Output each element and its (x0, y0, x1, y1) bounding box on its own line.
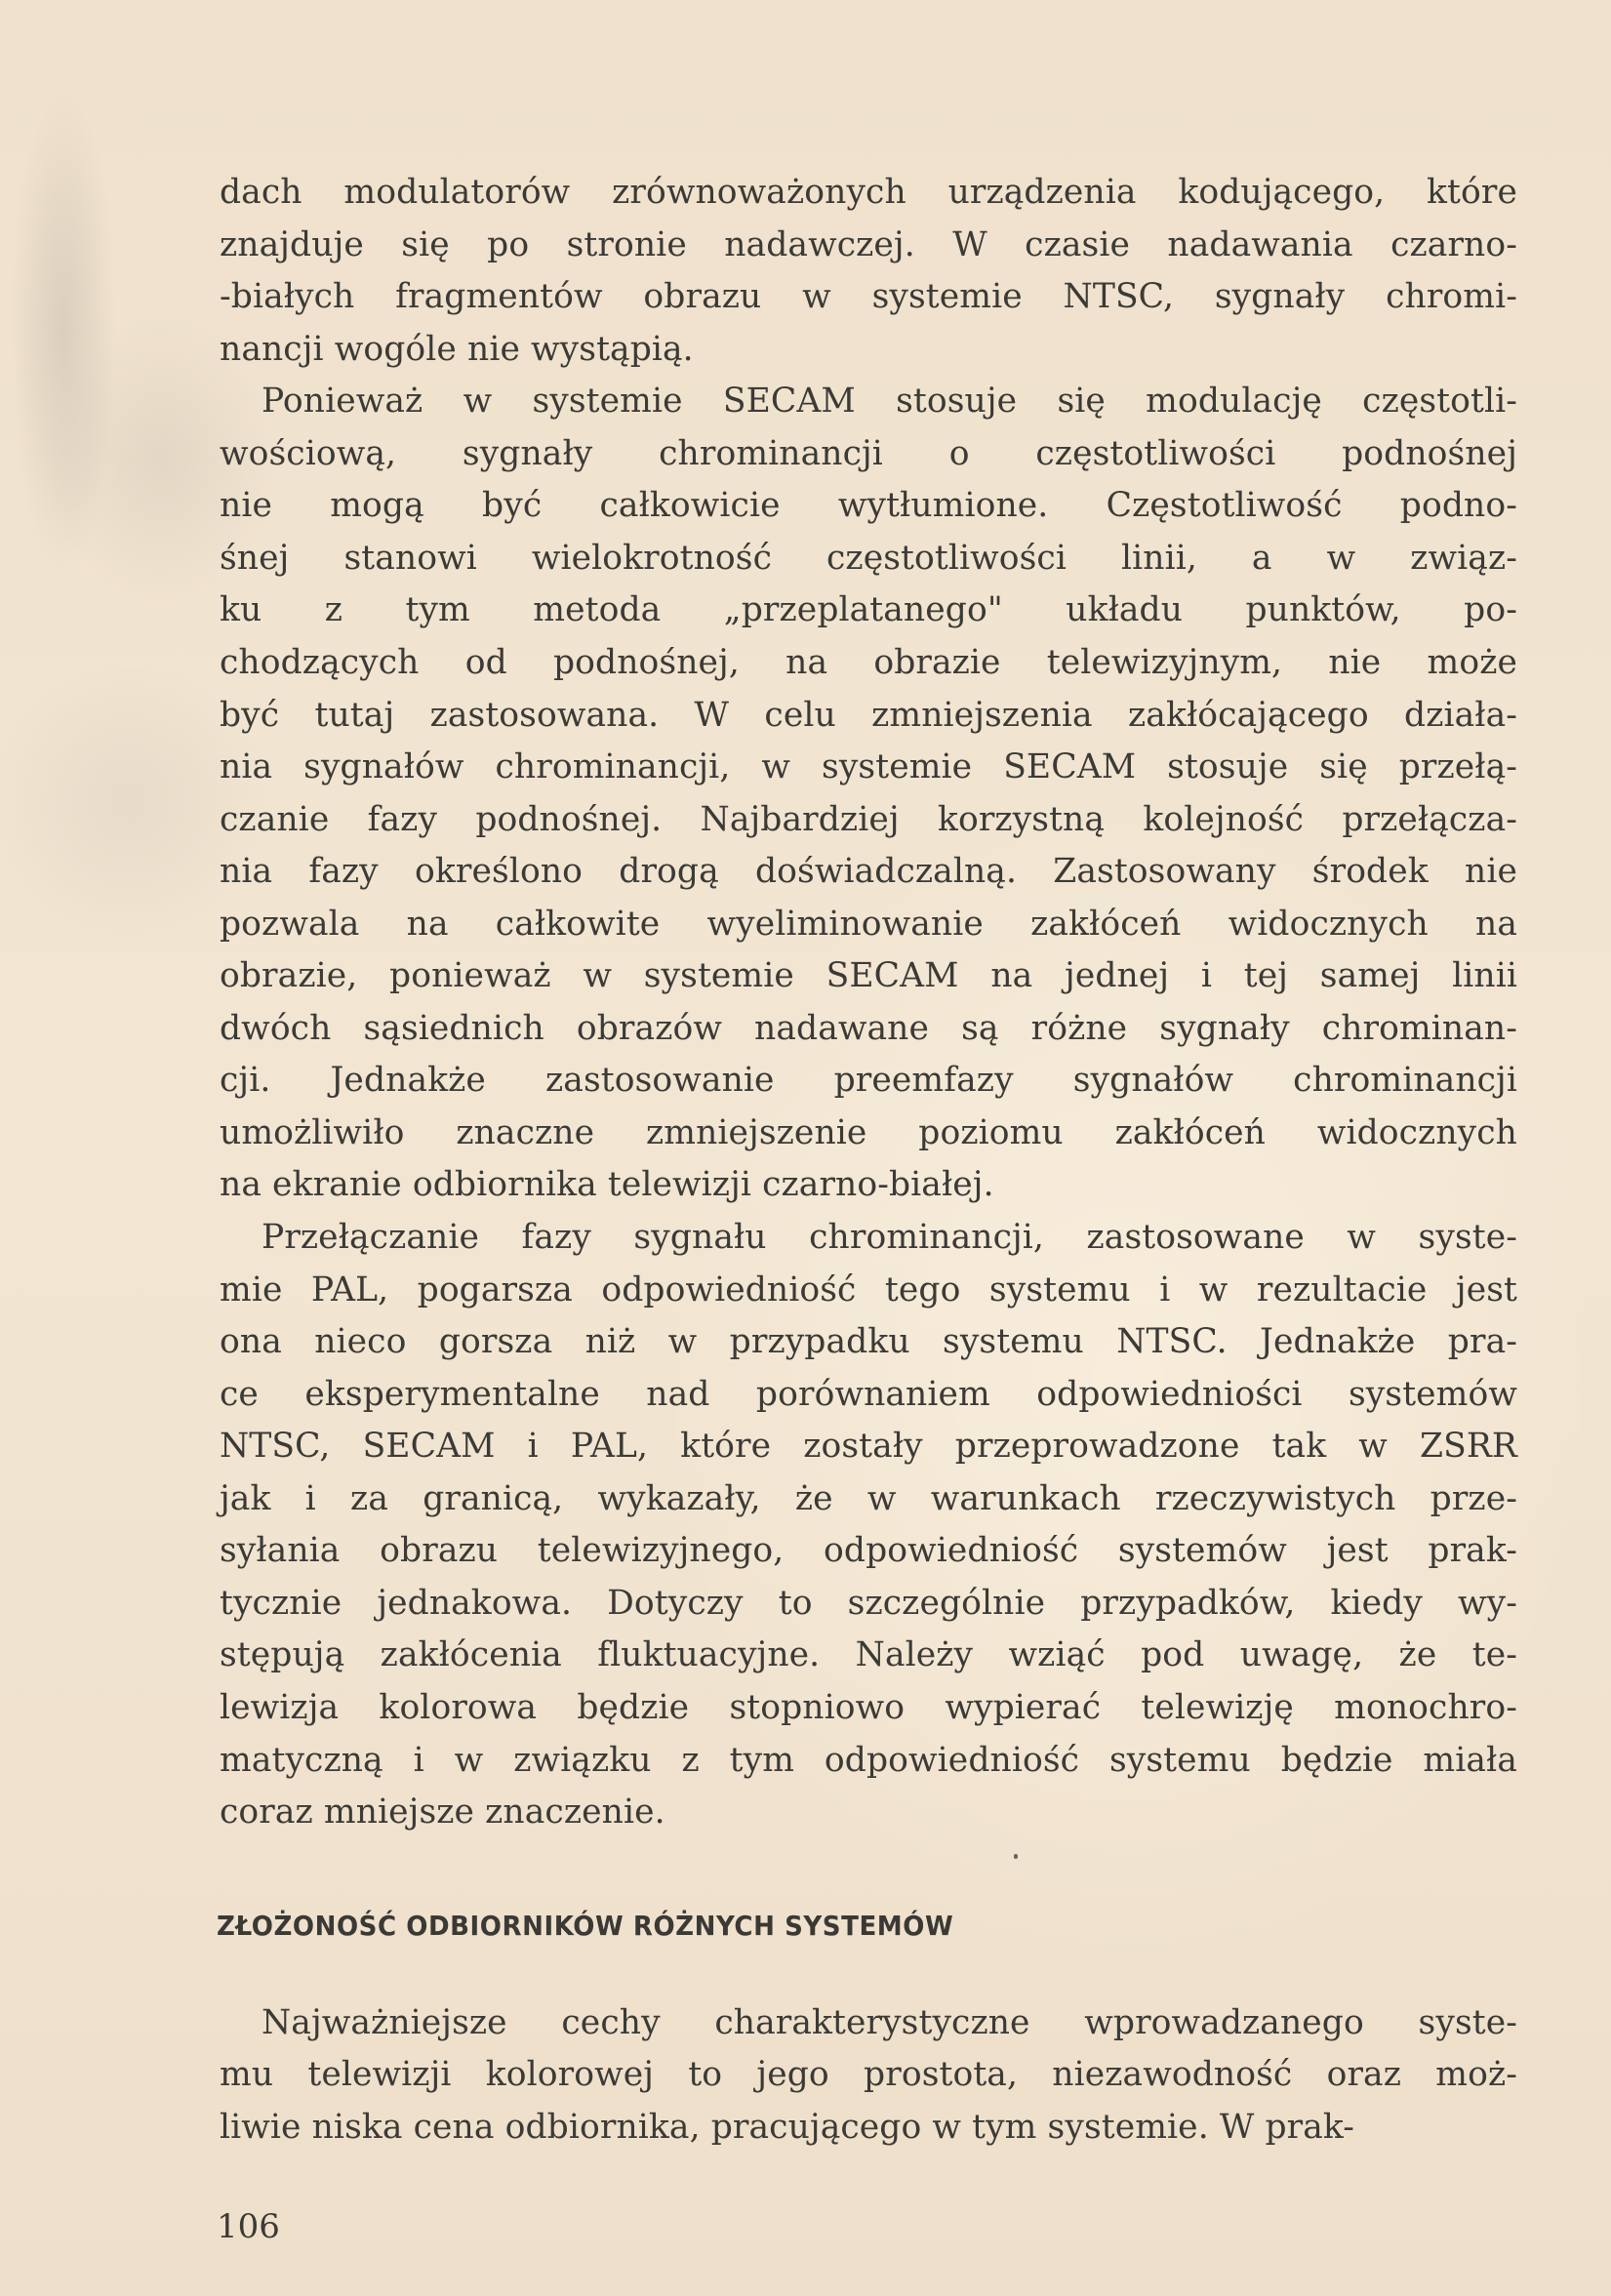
text-line: ona nieco gorsza niż w przypadku systemu NTSC. Jednakże pra- (220, 1322, 1517, 1362)
text-line: wościową, sygnały chrominancji o częstotliwości podnośnej (220, 433, 1517, 473)
text-line: być tutaj zastosowana. W celu zmniejszenia zakłócającego działa- (220, 695, 1517, 735)
text-line: śnej stanowi wielokrotność częstotliwości linii, a w związ- (220, 538, 1517, 578)
text-line: liwie niska cena odbiornika, pracującego w tym systemie. W prak- (220, 2107, 1355, 2147)
text-line: pozwala na całkowite wyeliminowanie zakłóceń widocznych na (220, 904, 1517, 944)
section-heading: ZŁOŻONOŚĆ ODBIORNIKÓW RÓŻNYCH SYSTEMÓW (217, 1910, 954, 1942)
text-line: mu telewizji kolorowej to jego prostota, niezawodność oraz moż- (220, 2055, 1517, 2095)
text-line: dach modulatorów zrównoważonych urządzenia kodującego, które (220, 173, 1517, 212)
text-line: -białych fragmentów obrazu w systemie NTSC, sygnały chromi- (220, 277, 1517, 317)
text-line: znajduje się po stronie nadawczej. W czasie nadawania czarno- (220, 224, 1517, 264)
text-line: matyczną i w związku z tym odpowiedniość systemu będzie miała (220, 1740, 1517, 1780)
text-line: umożliwiło znaczne zmniejszenie poziomu zakłóceń widocznych (220, 1112, 1517, 1152)
text-line: ku z tym metoda „przeplatanego" układu punktów, po- (220, 590, 1517, 630)
text-line: cji. Jednakże zastosowanie preemfazy sygnałów chrominancji (220, 1061, 1517, 1101)
text-line: NTSC, SECAM i PAL, które zostały przeprowadzone tak w ZSRR (220, 1427, 1517, 1467)
page-number: 106 (217, 2207, 280, 2246)
text-line: chodzących od podnośnej, na obrazie telewizyjnym, nie może (220, 642, 1517, 682)
text-line: Najważniejsze cechy charakterystyczne wprowadzanego syste- (262, 2003, 1517, 2042)
text-line: obrazie, ponieważ w systemie SECAM na jednej i tej samej linii (220, 956, 1517, 996)
text-line: Ponieważ w systemie SECAM stosuje się modulację częstotli- (262, 382, 1517, 422)
text-line: Przełączanie fazy sygnału chrominancji, zastosowane w syste- (262, 1218, 1517, 1257)
text-line: nie mogą być całkowicie wytłumione. Częstotliwość podno- (220, 486, 1517, 526)
text-line: stępują zakłócenia fluktuacyjne. Należy wziąć pod uwagę, że te- (220, 1635, 1517, 1675)
text-line: na ekranie odbiornika telewizji czarno-białej. (220, 1165, 994, 1205)
text-line: lewizja kolorowa będzie stopniowo wypierać telewizję monochro- (220, 1687, 1517, 1727)
text-line: nia sygnałów chrominancji, w systemie SECAM stosuje się przełą- (220, 747, 1517, 787)
text-line: czanie fazy podnośnej. Najbardziej korzystną kolejność przełącza- (220, 799, 1517, 839)
text-line: jak i za granicą, wykazały, że w warunkach rzeczywistych prze- (220, 1478, 1517, 1518)
ink-speck (1014, 1854, 1018, 1859)
text-line: nia fazy określono drogą doświadczalną. Zastosowany środek nie (220, 852, 1517, 892)
text-line: nancji wogóle nie wystąpią. (220, 329, 694, 369)
text-line: mie PAL, pogarsza odpowiedniość tego systemu i w rezultacie jest (220, 1269, 1517, 1309)
text-line: coraz mniejsze znaczenie. (220, 1792, 665, 1833)
text-line: dwóch sąsiednich obrazów nadawane są różne sygnały chrominan- (220, 1008, 1517, 1048)
page-edge-stain (10, 88, 117, 576)
text-line: syłania obrazu telewizyjnego, odpowiedniość systemów jest prak- (220, 1531, 1517, 1571)
text-line: ce eksperymentalne nad porównaniem odpowiedniości systemów (220, 1374, 1517, 1414)
text-line: tycznie jednakowa. Dotyczy to szczególnie przypadków, kiedy wy- (220, 1583, 1517, 1623)
